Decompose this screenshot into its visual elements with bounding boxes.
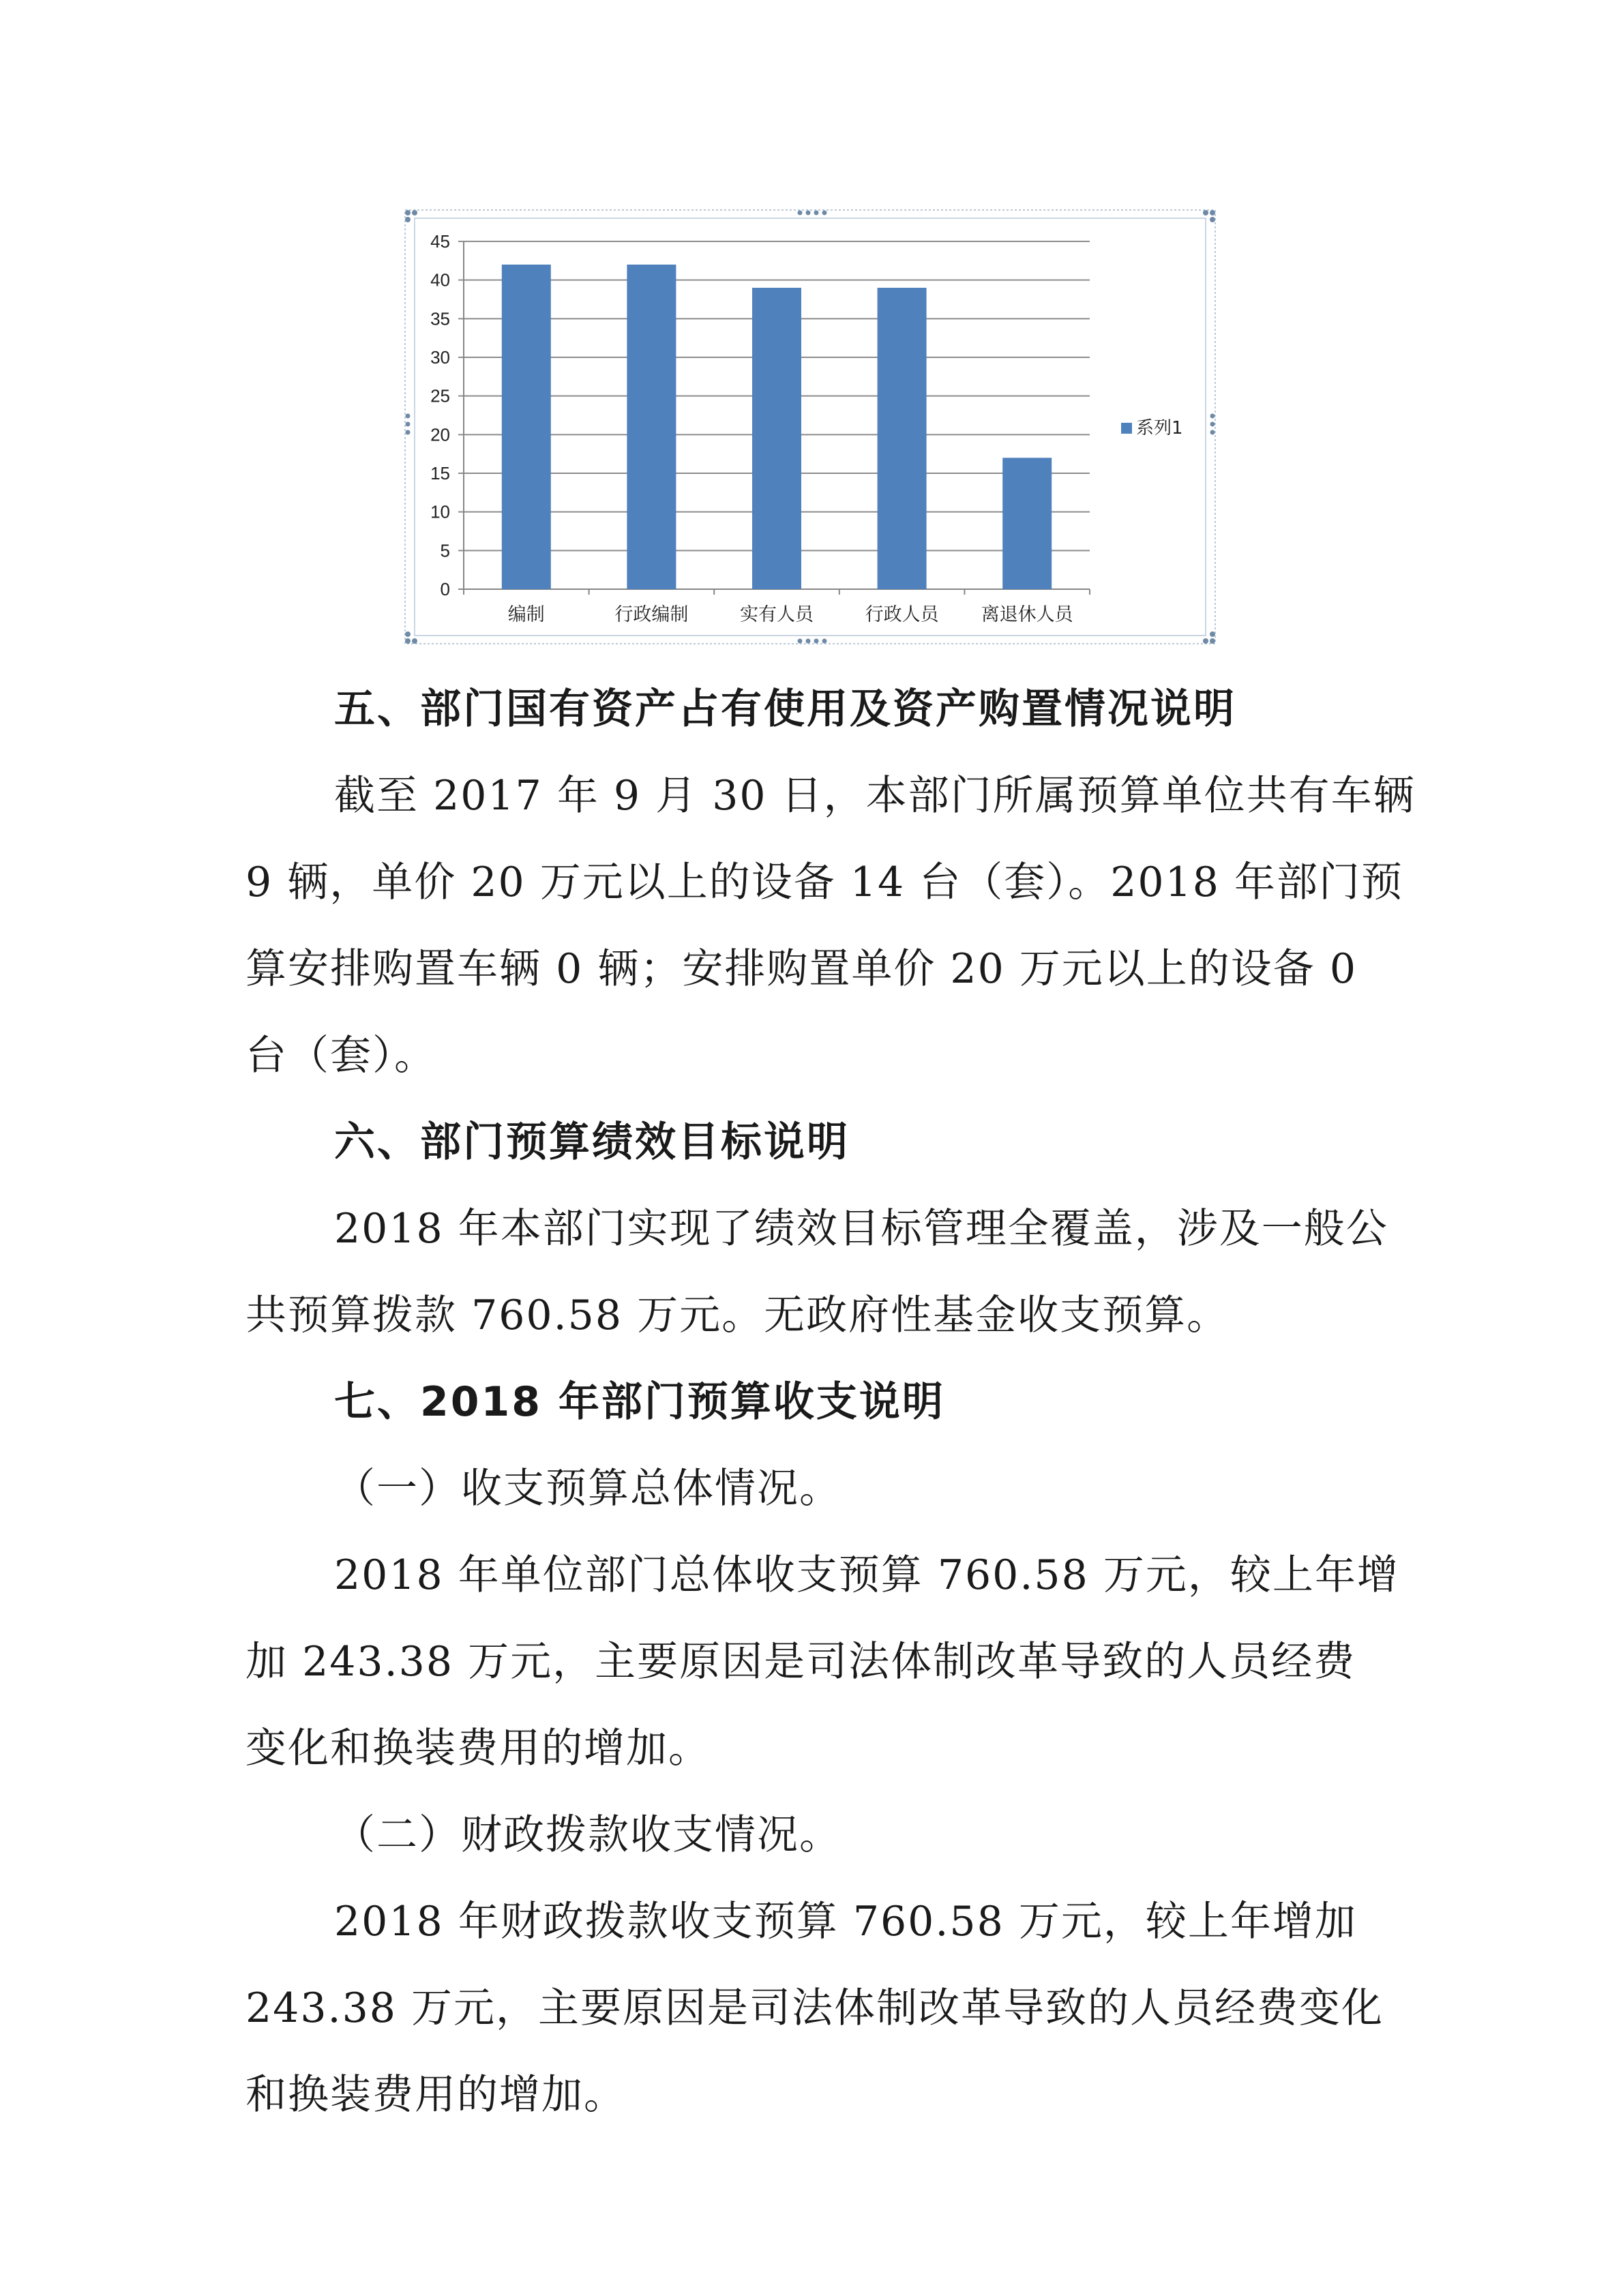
paragraph-line: 截至 2017 年 9 月 30 日，本部门所属预算单位共有车辆	[334, 772, 1416, 820]
paragraph-line: 变化和换装费用的增加。	[245, 1725, 711, 1772]
paragraph-line: 2018 年本部门实现了绩效目标管理全覆盖，涉及一般公	[334, 1205, 1388, 1253]
y-tick-label: 45	[430, 231, 450, 252]
x-category-label: 离退休人员	[981, 604, 1073, 625]
paragraph-line: 加 243.38 万元，主要原因是司法体制改革导致的人员经费	[245, 1638, 1356, 1686]
paragraph-line: （二）财政拨款收支情况。	[334, 1811, 842, 1859]
bar	[752, 288, 801, 589]
x-category-label: 编制	[507, 604, 545, 625]
x-category-label: 行政编制	[614, 604, 689, 625]
y-tick-label: 30	[430, 347, 450, 368]
paragraph-line: 2018 年单位部门总体收支预算 760.58 万元，较上年增	[334, 1551, 1399, 1599]
staffing-bar-chart	[401, 206, 1219, 648]
paragraph-line: 和换装费用的增加。	[245, 2071, 626, 2119]
legend-swatch	[1121, 423, 1132, 434]
legend-label: 系列1	[1136, 418, 1183, 438]
paragraph-line: 2018 年财政拨款收支预算 760.58 万元，较上年增加	[334, 1898, 1357, 1945]
paragraph-line: （一）收支预算总体情况。	[334, 1465, 842, 1512]
y-tick-label: 0	[440, 579, 450, 599]
y-tick-label: 35	[430, 308, 450, 329]
paragraph-line: 243.38 万元，主要原因是司法体制改革导致的人员经费变化	[245, 1984, 1384, 2032]
paragraph-line: 共预算拨款 760.58 万元。无政府性基金收支预算。	[245, 1292, 1230, 1339]
paragraph-line: 9 辆，单价 20 万元以上的设备 14 台（套）。2018 年部门预	[245, 859, 1403, 906]
bar	[627, 265, 676, 589]
paragraph-line: 算安排购置车辆 0 辆；安排购置单价 20 万元以上的设备 0	[245, 945, 1358, 993]
section-heading: 六、部门预算绩效目标说明	[334, 1118, 850, 1166]
y-tick-label: 10	[430, 501, 450, 522]
y-tick-label: 40	[430, 269, 450, 290]
x-category-label: 行政人员	[865, 604, 939, 625]
y-tick-label: 5	[440, 540, 450, 561]
paragraph-line: 台（套）。	[245, 1032, 436, 1079]
bar	[878, 288, 927, 589]
y-tick-label: 15	[430, 463, 450, 483]
section-heading: 五、部门国有资产占有使用及资产购置情况说明	[334, 685, 1236, 733]
bar	[1002, 458, 1052, 589]
y-tick-label: 20	[430, 424, 450, 445]
bar	[502, 265, 551, 589]
y-tick-label: 25	[430, 385, 450, 406]
section-heading: 七、2018 年部门预算收支说明	[334, 1378, 945, 1426]
chart-svg	[401, 206, 1219, 648]
x-category-label: 实有人员	[740, 604, 814, 625]
